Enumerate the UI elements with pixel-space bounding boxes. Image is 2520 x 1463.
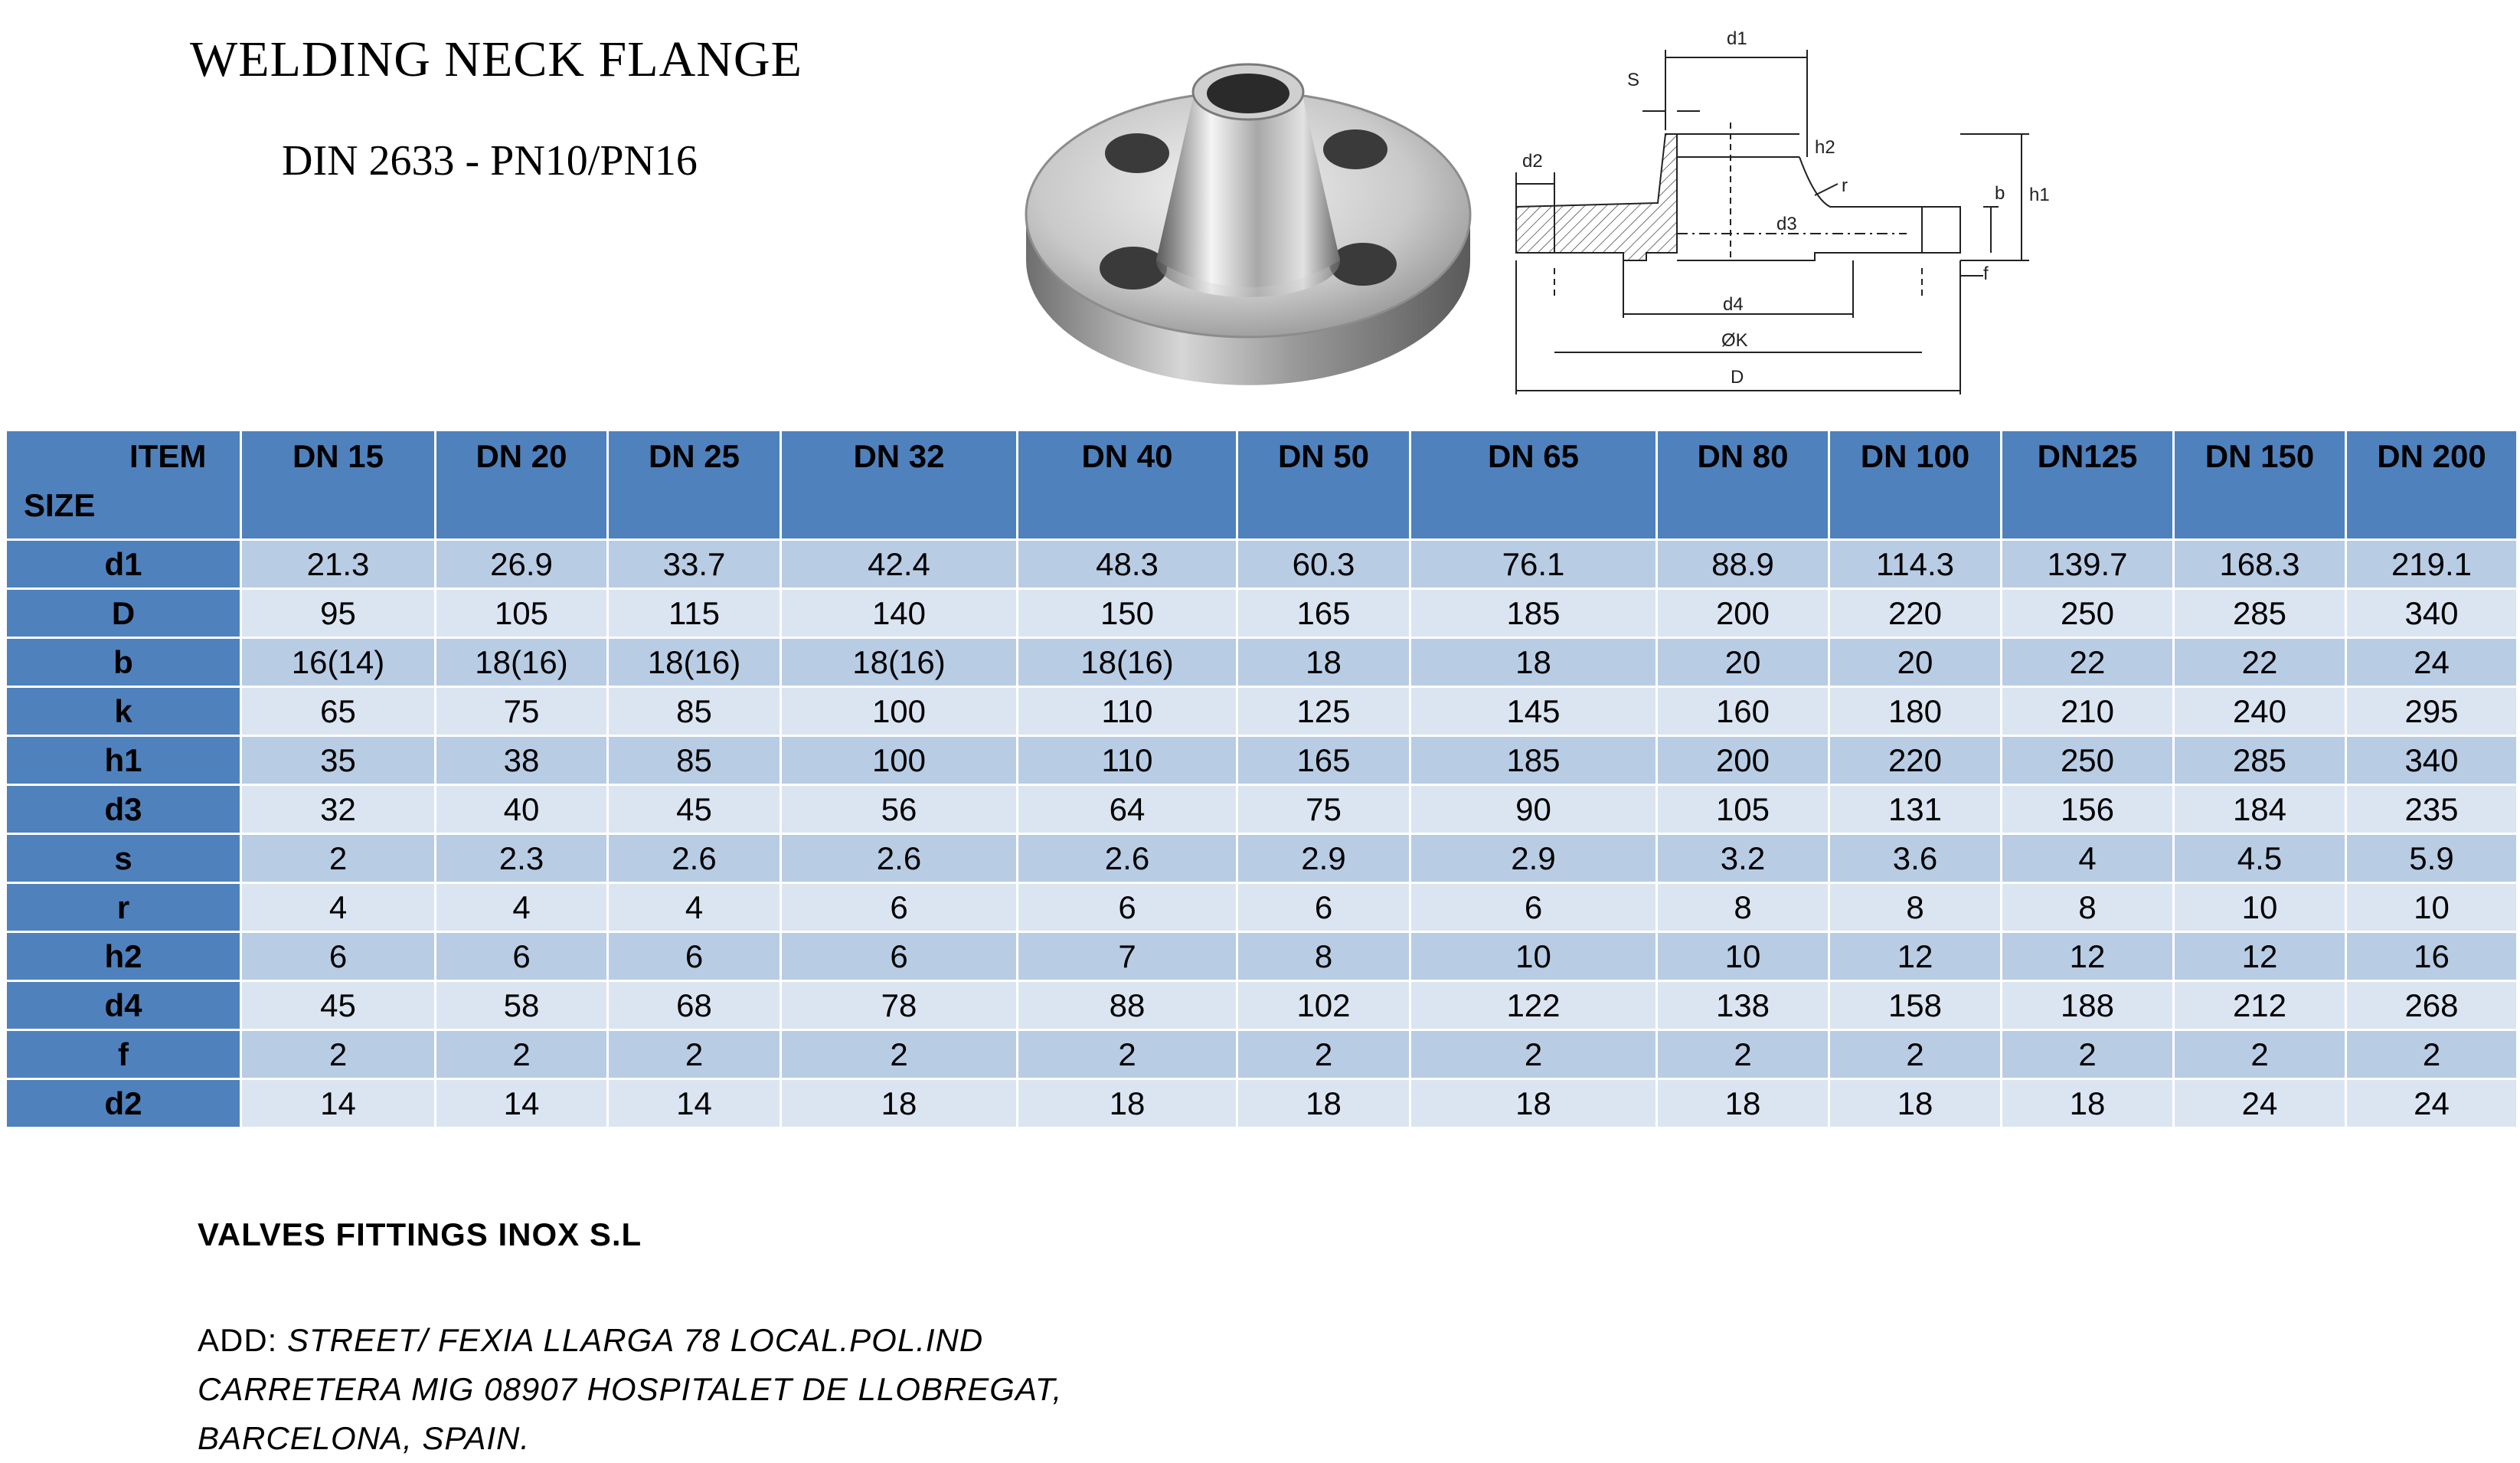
column-header: DN 65 bbox=[1410, 430, 1657, 540]
table-row bbox=[6, 883, 2518, 932]
table-cell: 200 bbox=[1657, 589, 1829, 638]
column-header: DN 100 bbox=[1829, 430, 2002, 540]
row-label: b bbox=[6, 638, 241, 687]
dimension-table bbox=[5, 429, 2518, 1129]
dim-label-f: f bbox=[1983, 263, 1989, 284]
table-cell: 2.3 bbox=[436, 834, 608, 883]
table-cell: 22 bbox=[2174, 638, 2346, 687]
table-cell: 2 bbox=[608, 1030, 781, 1079]
table-cell: 20 bbox=[1829, 638, 2002, 687]
table-cell: 78 bbox=[781, 981, 1018, 1030]
table-cell: 18(16) bbox=[1018, 638, 1237, 687]
table-cell: 4 bbox=[241, 883, 436, 932]
table-cell: 38 bbox=[436, 736, 608, 785]
table-cell: 2 bbox=[436, 1030, 608, 1079]
standard-subtitle: DIN 2633 - PN10/PN16 bbox=[282, 137, 698, 185]
flange-photo bbox=[1018, 31, 1478, 391]
column-header: DN 20 bbox=[436, 430, 608, 540]
table-cell: 10 bbox=[1657, 932, 1829, 981]
table-cell: 2 bbox=[1829, 1030, 2002, 1079]
table-cell: 88 bbox=[1018, 981, 1237, 1030]
dim-label-d2: d2 bbox=[1522, 151, 1543, 172]
table-row bbox=[6, 687, 2518, 736]
table-cell: 18 bbox=[1237, 638, 1410, 687]
table-cell: 2 bbox=[1018, 1030, 1237, 1079]
table-cell: 6 bbox=[781, 932, 1018, 981]
row-label: r bbox=[6, 883, 241, 932]
table-cell: 16(14) bbox=[241, 638, 436, 687]
table-cell: 2 bbox=[241, 1030, 436, 1079]
table-cell: 160 bbox=[1657, 687, 1829, 736]
table-cell: 295 bbox=[2346, 687, 2518, 736]
table-cell: 235 bbox=[2346, 785, 2518, 834]
row-label: D bbox=[6, 589, 241, 638]
row-label: h2 bbox=[6, 932, 241, 981]
table-cell: 60.3 bbox=[1237, 540, 1410, 589]
row-label: d1 bbox=[6, 540, 241, 589]
table-row bbox=[6, 932, 2518, 981]
table-cell: 85 bbox=[608, 687, 781, 736]
table-cell: 285 bbox=[2174, 589, 2346, 638]
company-name: VALVES FITTINGS INOX S.L bbox=[198, 1216, 642, 1252]
table-cell: 18(16) bbox=[608, 638, 781, 687]
dim-label-h1: h1 bbox=[2029, 185, 2050, 205]
table-cell: 22 bbox=[2002, 638, 2174, 687]
table-cell: 2 bbox=[2346, 1030, 2518, 1079]
table-cell: 180 bbox=[1829, 687, 2002, 736]
table-cell: 42.4 bbox=[781, 540, 1018, 589]
table-cell: 18 bbox=[1657, 1079, 1829, 1128]
table-cell: 145 bbox=[1410, 687, 1657, 736]
table-cell: 8 bbox=[1829, 883, 2002, 932]
table-cell: 6 bbox=[241, 932, 436, 981]
table-cell: 2.9 bbox=[1237, 834, 1410, 883]
table-cell: 110 bbox=[1018, 687, 1237, 736]
table-cell: 40 bbox=[436, 785, 608, 834]
table-cell: 68 bbox=[608, 981, 781, 1030]
table-cell: 75 bbox=[436, 687, 608, 736]
table-cell: 6 bbox=[608, 932, 781, 981]
table-cell: 185 bbox=[1410, 736, 1657, 785]
table-cell: 158 bbox=[1829, 981, 2002, 1030]
table-corner-cell bbox=[6, 430, 241, 540]
table-cell: 250 bbox=[2002, 736, 2174, 785]
table-header-row bbox=[6, 430, 2518, 540]
table-cell: 32 bbox=[241, 785, 436, 834]
table-cell: 18(16) bbox=[781, 638, 1018, 687]
table-cell: 8 bbox=[1237, 932, 1410, 981]
table-cell: 21.3 bbox=[241, 540, 436, 589]
table-cell: 200 bbox=[1657, 736, 1829, 785]
address-prefix: ADD: bbox=[198, 1322, 288, 1358]
table-row bbox=[6, 736, 2518, 785]
table-cell: 88.9 bbox=[1657, 540, 1829, 589]
table-cell: 220 bbox=[1829, 736, 2002, 785]
dim-label-b: b bbox=[1995, 183, 2005, 204]
table-cell: 8 bbox=[1657, 883, 1829, 932]
table-cell: 56 bbox=[781, 785, 1018, 834]
table-row bbox=[6, 1079, 2518, 1128]
table-cell: 219.1 bbox=[2346, 540, 2518, 589]
table-row bbox=[6, 785, 2518, 834]
table-cell: 2.9 bbox=[1410, 834, 1657, 883]
table-cell: 24 bbox=[2346, 638, 2518, 687]
table-cell: 114.3 bbox=[1829, 540, 2002, 589]
dim-label-k: ØK bbox=[1721, 330, 1748, 351]
table-cell: 102 bbox=[1237, 981, 1410, 1030]
table-cell: 2 bbox=[1410, 1030, 1657, 1079]
column-header: DN 40 bbox=[1018, 430, 1237, 540]
flange-section-drawing bbox=[1493, 15, 2075, 398]
table-cell: 6 bbox=[781, 883, 1018, 932]
table-cell: 10 bbox=[2346, 883, 2518, 932]
column-header: DN 50 bbox=[1237, 430, 1410, 540]
row-label: f bbox=[6, 1030, 241, 1079]
table-cell: 165 bbox=[1237, 736, 1410, 785]
table-cell: 18(16) bbox=[436, 638, 608, 687]
column-header: DN 32 bbox=[781, 430, 1018, 540]
table-cell: 18 bbox=[1237, 1079, 1410, 1128]
column-header: DN 150 bbox=[2174, 430, 2346, 540]
table-cell: 12 bbox=[2002, 932, 2174, 981]
table-cell: 150 bbox=[1018, 589, 1237, 638]
corner-item-label: ITEM bbox=[129, 438, 207, 474]
table-cell: 2 bbox=[1657, 1030, 1829, 1079]
table-row bbox=[6, 834, 2518, 883]
page-title: WELDING NECK FLANGE bbox=[190, 31, 802, 87]
table-cell: 10 bbox=[2174, 883, 2346, 932]
table-cell: 18 bbox=[1410, 638, 1657, 687]
dim-label-r: r bbox=[1842, 175, 1848, 196]
table-cell: 33.7 bbox=[608, 540, 781, 589]
table-cell: 131 bbox=[1829, 785, 2002, 834]
table-cell: 185 bbox=[1410, 589, 1657, 638]
table-row bbox=[6, 981, 2518, 1030]
table-cell: 14 bbox=[436, 1079, 608, 1128]
table-cell: 95 bbox=[241, 589, 436, 638]
table-cell: 26.9 bbox=[436, 540, 608, 589]
column-header: DN 15 bbox=[241, 430, 436, 540]
column-header: DN125 bbox=[2002, 430, 2174, 540]
table-cell: 340 bbox=[2346, 736, 2518, 785]
table-cell: 2 bbox=[781, 1030, 1018, 1079]
table-cell: 165 bbox=[1237, 589, 1410, 638]
table-cell: 122 bbox=[1410, 981, 1657, 1030]
table-row bbox=[6, 1030, 2518, 1079]
table-cell: 20 bbox=[1657, 638, 1829, 687]
table-cell: 125 bbox=[1237, 687, 1410, 736]
column-header: DN 80 bbox=[1657, 430, 1829, 540]
table-cell: 220 bbox=[1829, 589, 2002, 638]
address-line-text: STREET/ FEXIA LLARGA 78 LOCAL.POL.IND bbox=[287, 1322, 984, 1358]
table-cell: 65 bbox=[241, 687, 436, 736]
row-label: h1 bbox=[6, 736, 241, 785]
table-cell: 75 bbox=[1237, 785, 1410, 834]
table-cell: 10 bbox=[1410, 932, 1657, 981]
table-cell: 6 bbox=[1237, 883, 1410, 932]
table-row bbox=[6, 589, 2518, 638]
table-cell: 35 bbox=[241, 736, 436, 785]
row-label: d3 bbox=[6, 785, 241, 834]
table-cell: 6 bbox=[1410, 883, 1657, 932]
dim-label-D: D bbox=[1731, 367, 1744, 388]
table-cell: 4 bbox=[2002, 834, 2174, 883]
table-cell: 2 bbox=[2002, 1030, 2174, 1079]
table-cell: 5.9 bbox=[2346, 834, 2518, 883]
table-cell: 90 bbox=[1410, 785, 1657, 834]
table-cell: 45 bbox=[608, 785, 781, 834]
table-cell: 340 bbox=[2346, 589, 2518, 638]
table-cell: 18 bbox=[1829, 1079, 2002, 1128]
dim-label-d4: d4 bbox=[1723, 294, 1744, 315]
dim-label-d3: d3 bbox=[1776, 214, 1797, 234]
table-cell: 105 bbox=[1657, 785, 1829, 834]
table-cell: 105 bbox=[436, 589, 608, 638]
table-cell: 85 bbox=[608, 736, 781, 785]
table-cell: 18 bbox=[1410, 1079, 1657, 1128]
table-cell: 4 bbox=[608, 883, 781, 932]
address-line: CARRETERA MIG 08907 HOSPITALET DE LLOBREGAT, bbox=[198, 1371, 1063, 1407]
table-cell: 24 bbox=[2346, 1079, 2518, 1128]
table-cell: 100 bbox=[781, 736, 1018, 785]
table-cell: 2 bbox=[241, 834, 436, 883]
table-cell: 250 bbox=[2002, 589, 2174, 638]
table-cell: 156 bbox=[2002, 785, 2174, 834]
table-cell: 18 bbox=[781, 1079, 1018, 1128]
table-cell: 18 bbox=[1018, 1079, 1237, 1128]
table-cell: 210 bbox=[2002, 687, 2174, 736]
table-cell: 3.6 bbox=[1829, 834, 2002, 883]
table-cell: 64 bbox=[1018, 785, 1237, 834]
table-cell: 12 bbox=[2174, 932, 2346, 981]
table-cell: 138 bbox=[1657, 981, 1829, 1030]
table-cell: 285 bbox=[2174, 736, 2346, 785]
table-cell: 2.6 bbox=[608, 834, 781, 883]
table-cell: 100 bbox=[781, 687, 1018, 736]
table-cell: 140 bbox=[781, 589, 1018, 638]
table-cell: 7 bbox=[1018, 932, 1237, 981]
table-cell: 24 bbox=[2174, 1079, 2346, 1128]
dim-label-d1: d1 bbox=[1727, 28, 1747, 49]
table-cell: 18 bbox=[2002, 1079, 2174, 1128]
row-label: d2 bbox=[6, 1079, 241, 1128]
column-header: DN 200 bbox=[2346, 430, 2518, 540]
table-cell: 8 bbox=[2002, 883, 2174, 932]
table-cell: 14 bbox=[608, 1079, 781, 1128]
table-cell: 268 bbox=[2346, 981, 2518, 1030]
table-cell: 139.7 bbox=[2002, 540, 2174, 589]
corner-size-label: SIZE bbox=[24, 487, 96, 523]
dim-label-s: S bbox=[1627, 70, 1640, 90]
table-cell: 2 bbox=[2174, 1030, 2346, 1079]
table-cell: 48.3 bbox=[1018, 540, 1237, 589]
table-cell: 2.6 bbox=[781, 834, 1018, 883]
table-cell: 168.3 bbox=[2174, 540, 2346, 589]
row-label: d4 bbox=[6, 981, 241, 1030]
table-cell: 12 bbox=[1829, 932, 2002, 981]
table-cell: 184 bbox=[2174, 785, 2346, 834]
table-cell: 16 bbox=[2346, 932, 2518, 981]
address-line: BARCELONA, SPAIN. bbox=[198, 1420, 531, 1456]
table-cell: 4 bbox=[436, 883, 608, 932]
table-cell: 188 bbox=[2002, 981, 2174, 1030]
table-cell: 6 bbox=[436, 932, 608, 981]
table-cell: 212 bbox=[2174, 981, 2346, 1030]
table-row bbox=[6, 540, 2518, 589]
table-cell: 45 bbox=[241, 981, 436, 1030]
table-cell: 110 bbox=[1018, 736, 1237, 785]
table-cell: 76.1 bbox=[1410, 540, 1657, 589]
table-cell: 6 bbox=[1018, 883, 1237, 932]
table-cell: 115 bbox=[608, 589, 781, 638]
table-row bbox=[6, 638, 2518, 687]
table-cell: 58 bbox=[436, 981, 608, 1030]
company-address bbox=[198, 1316, 1062, 1463]
row-label: k bbox=[6, 687, 241, 736]
column-header: DN 25 bbox=[608, 430, 781, 540]
address-line bbox=[198, 1316, 1062, 1365]
dim-label-h2: h2 bbox=[1815, 137, 1835, 158]
table-cell: 240 bbox=[2174, 687, 2346, 736]
table-cell: 3.2 bbox=[1657, 834, 1829, 883]
table-cell: 4.5 bbox=[2174, 834, 2346, 883]
table-cell: 14 bbox=[241, 1079, 436, 1128]
table-cell: 2.6 bbox=[1018, 834, 1237, 883]
table-cell: 2 bbox=[1237, 1030, 1410, 1079]
row-label: s bbox=[6, 834, 241, 883]
